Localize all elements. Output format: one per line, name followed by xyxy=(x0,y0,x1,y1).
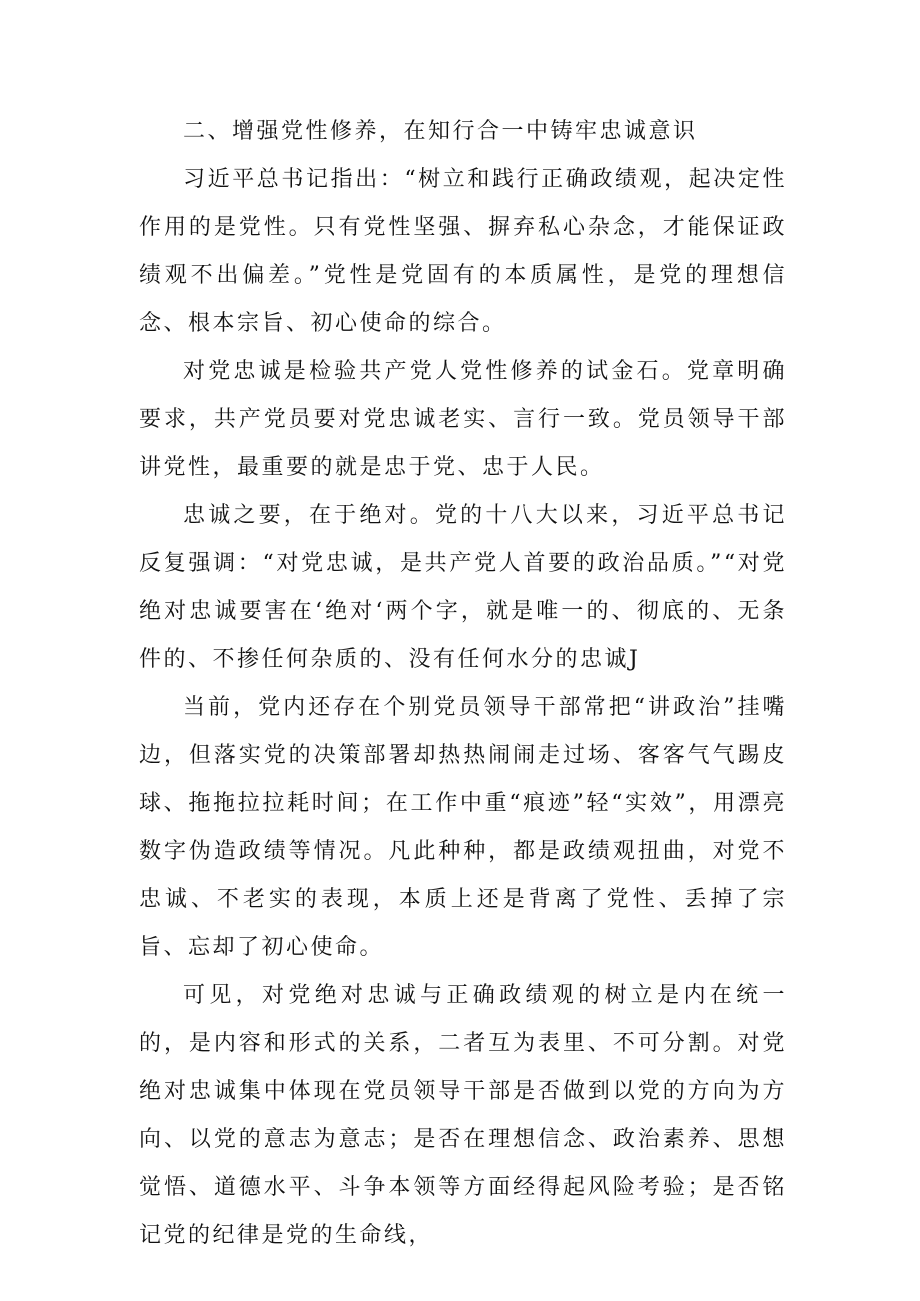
document-body xyxy=(139,108,787,1260)
paragraph-2: 对党忠诚是检验共产党人党性修养的试金石。党章明确要求，共产党员要对党忠诚老实、言行一致。党员领导干部讲党性，最重要的就是忠于党、忠于人民。 xyxy=(139,359,787,480)
section-heading: 二、增强党性修养，在知行合一中铸牢忠诚意识 xyxy=(183,119,698,144)
paragraph-3: 忠诚之要，在于绝对。党的十八大以来，习近平总书记反复强调：“对党忠诚，是共产党人首要的政治品质。”“对党绝对忠诚要害在‘绝对‘两个字，就是唯一的、彻底的、无条件的、不掺任何杂质的、没有任何水分的忠诚J xyxy=(139,503,787,672)
paragraph-1: 习近平总书记指出：“树立和践行正确政绩观，起决定性作用的是党性。只有党性坚强、摒弃私心杂念，才能保证政绩观不出偏差。”党性是党固有的本质属性，是党的理想信念、根本宗旨、初心使命的综合。 xyxy=(139,167,787,336)
paragraph-5: 可见，对党绝对忠诚与正确政绩观的树立是内在统一的，是内容和形式的关系，二者互为表里、不可分割。对党绝对忠诚集中体现在党员领导干部是否做到以党的方向为方向、以党的意志为意志；是否在理想信念、政治素养、思想觉悟、道德水平、斗争本领等方面经得起风险考验；是否铭记党的纪律是党的生命线， xyxy=(139,983,787,1248)
paragraph-4: 当前，党内还存在个别党员领导干部常把“讲政治”挂嘴边，但落实党的决策部署却热热闹闹走过场、客客气气踢皮球、拖拖拉拉耗时间；在工作中重“痕迹”轻“实效”，用漂亮数字伪造政绩等情况。凡此种种，都是政绩观扭曲，对党不忠诚、不老实的表现，本质上还是背离了党性、丢掉了宗旨、忘却了初心使命。 xyxy=(139,695,787,960)
